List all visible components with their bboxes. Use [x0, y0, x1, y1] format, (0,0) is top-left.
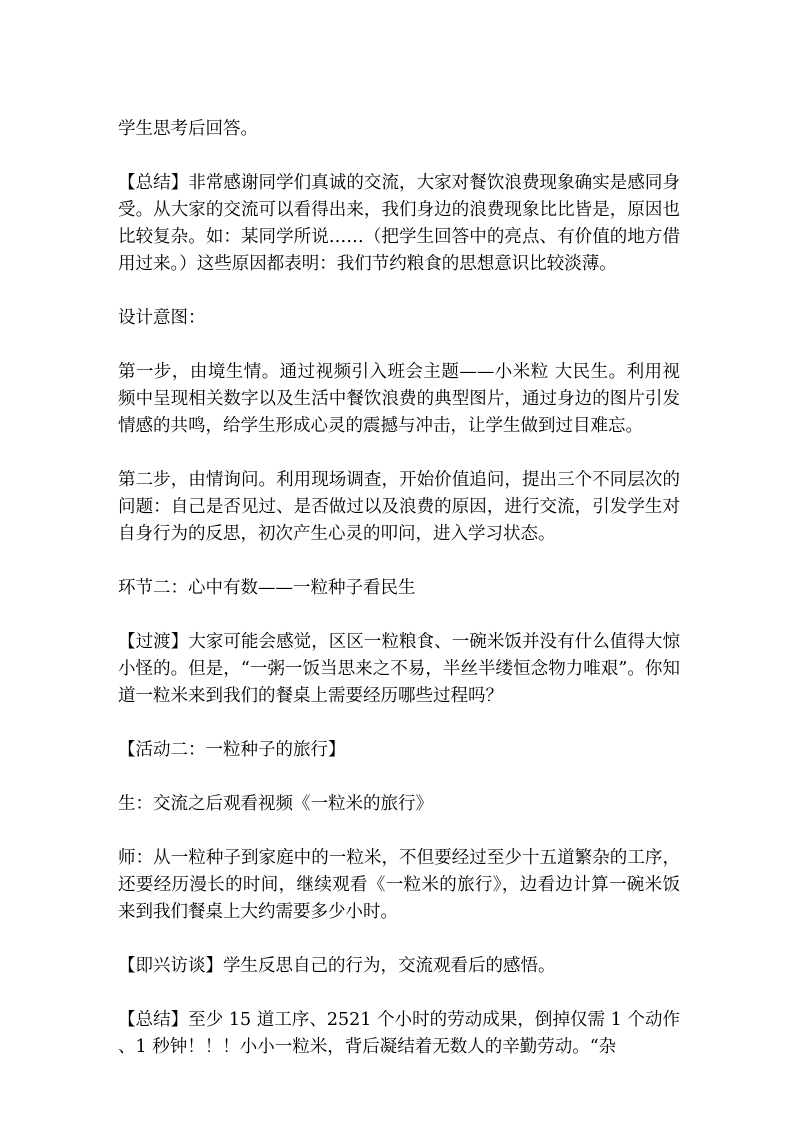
- paragraph-design-intent-heading: 设计意图：: [118, 308, 206, 328]
- paragraph-teacher: 师：从一粒种子到家庭中的一粒米，不但要经过至少十五道繁杂的工序，还要经历漫长的时间，继续观看《一粒米的旅行》，边看边计算一碗米饭来到我们餐桌上大约需要多少小时。: [118, 848, 680, 922]
- paragraph-summary-2: 【总结】至少 15 道工序、2521 个小时的劳动成果，倒掉仅需 1 个动作、1 秒钟！！！小小一粒米，背后凝结着无数人的辛勤劳动。“杂: [118, 1010, 680, 1057]
- paragraph-summary-1: 【总结】非常感谢同学们真诚的交流，大家对餐饮浪费现象确实是感同身受。从大家的交流可以看得出来，我们身边的浪费现象比比皆是，原因也比较复杂。如：某同学所说……（把学生回答中的亮点、有价值的地方借用过来。）这些原因都表明：我们节约粮食的思想意识比较淡薄。: [118, 173, 680, 274]
- paragraph-student-answer: 学生思考后回答。: [118, 119, 258, 139]
- document-body: [118, 116, 680, 1088]
- paragraph-step-two: 第二步，由情询问。利用现场调查，开始价值追问，提出三个不同层次的问题：自己是否见过、是否做过以及浪费的原因，进行交流，引发学生对自身行为的反思，初次产生心灵的叩问，进入学习状态。: [118, 470, 680, 544]
- paragraph-student-video: 生：交流之后观看视频《一粒米的旅行》: [118, 794, 433, 814]
- paragraph-transition: 【过渡】大家可能会感觉，区区一粒粮食、一碗米饭并没有什么值得大惊小怪的。但是，“一粥一饭当思来之不易，半丝半缕恒念物力唯艰”。你知道一粒米来到我们的餐桌上需要经历哪些过程吗？: [118, 632, 680, 706]
- paragraph-activity-two: 【活动二：一粒种子的旅行】: [118, 740, 346, 760]
- paragraph-section-two-heading: 环节二：心中有数——一粒种子看民生: [118, 578, 416, 598]
- paragraph-interview: 【即兴访谈】学生反思自己的行为，交流观看后的感悟。: [118, 956, 556, 976]
- paragraph-step-one: 第一步，由境生情。通过视频引入班会主题——小米粒 大民生。利用视频中呈现相关数字以及生活中餐饮浪费的典型图片，通过身边的图片引发情感的共鸣，给学生形成心灵的震撼与冲击，让学生做到过目难忘。: [118, 362, 680, 436]
